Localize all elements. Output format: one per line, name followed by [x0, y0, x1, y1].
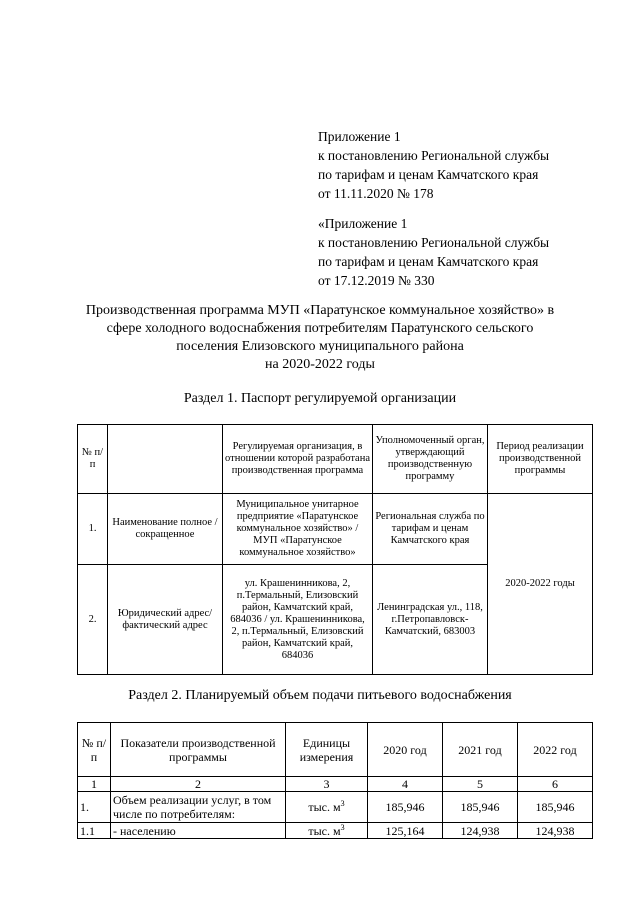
column-number: 4 [368, 777, 443, 792]
row-num: 1. [78, 494, 108, 565]
appendix-line: от 11.11.2020 № 178 [318, 186, 434, 201]
column-number: 6 [518, 777, 593, 792]
header-indicator: Показатели производственной программы [111, 723, 286, 777]
unit-text: тыс. м [308, 800, 341, 814]
row-label: Наименование полное / сокращенное [108, 494, 223, 565]
organization-address: ул. Крашенинникова, 2, п.Термальный, Елизовский район, Камчатский край, 684036 / ул. Крашенинникова, 2, п.Термальный, Елизовский район, Камчатский край, 684036 [223, 565, 373, 675]
title-line: на 2020-2022 годы [265, 357, 375, 372]
value-2022: 185,946 [518, 792, 593, 823]
header-num: № п/п [78, 425, 108, 494]
header-organization: Регулируемая организация, в отношении которой разработана производственная программа [223, 425, 373, 494]
table-row [78, 792, 593, 823]
appendix-line: «Приложение 1 [318, 216, 408, 231]
title-line: Производственная программа МУП «Паратунское коммунальное хозяйство» в [85, 303, 555, 318]
row-indicator: - населению [111, 823, 286, 839]
row-label: Юридический адрес/фактический адрес [108, 565, 223, 675]
row-num: 1. [78, 792, 111, 823]
table-header-row [78, 425, 593, 494]
table-row [78, 823, 593, 839]
row-unit [286, 823, 368, 839]
section-2-heading: Раздел 2. Планируемый объем подачи питьевого водоснабжения [128, 688, 512, 703]
header-authority: Уполномоченный орган, утверждающий производственную программу [373, 425, 488, 494]
appendix-line: по тарифам и ценам Камчатского края [318, 167, 539, 182]
table-header-row [78, 723, 593, 777]
authority-name: Региональная служба по тарифам и ценам Камчатского края [373, 494, 488, 565]
appendix-line: к постановлению Региональной службы [318, 148, 550, 163]
volume-table [77, 722, 593, 839]
value-2022: 124,938 [518, 823, 593, 839]
appendix-line: от 17.12.2019 № 330 [318, 273, 435, 288]
unit-superscript: 3 [340, 799, 345, 808]
title-line: сфере холодного водоснабжения потребителям Паратунского сельского [106, 321, 534, 336]
header-empty [108, 425, 223, 494]
column-number: 5 [443, 777, 518, 792]
column-number: 3 [286, 777, 368, 792]
header-unit: Единицы измерения [286, 723, 368, 777]
value-2021: 185,946 [443, 792, 518, 823]
passport-table [77, 424, 593, 675]
section-1-heading: Раздел 1. Паспорт регулируемой организации [183, 391, 457, 406]
row-num: 2. [78, 565, 108, 675]
header-year-2022: 2022 год [518, 723, 593, 777]
organization-name: Муниципальное унитарное предприятие «Паратунское коммунальное хозяйство» / МУП «Паратунское коммунальное хозяйство» [223, 494, 373, 565]
document-title [60, 302, 580, 374]
row-unit [286, 792, 368, 823]
unit-superscript: 3 [340, 822, 345, 832]
appendix-line: к постановлению Региональной службы [318, 235, 550, 250]
value-2020: 125,164 [368, 823, 443, 839]
header-year-2020: 2020 год [368, 723, 443, 777]
column-number: 1 [78, 777, 111, 792]
program-period: 2020-2022 годы [488, 494, 593, 675]
authority-address: Ленинградская ул., 118, г.Петропавловск-Камчатский, 683003 [373, 565, 488, 675]
unit-text: тыс. м [308, 823, 341, 838]
value-2020: 185,946 [368, 792, 443, 823]
appendix-line: Приложение 1 [318, 129, 401, 144]
row-indicator: Объем реализации услуг, в том числе по потребителям: [111, 792, 286, 823]
header-num: № п/п [78, 723, 111, 777]
header-year-2021: 2021 год [443, 723, 518, 777]
appendix-original-reference [318, 214, 549, 290]
column-number: 2 [111, 777, 286, 792]
title-line: поселения Елизовского муниципального района [176, 339, 464, 354]
row-num: 1.1 [78, 823, 111, 839]
appendix-current-reference [318, 127, 549, 203]
appendix-line: по тарифам и ценам Камчатского края [318, 254, 539, 269]
value-2021: 124,938 [443, 823, 518, 839]
header-period: Период реализации производственной программы [488, 425, 593, 494]
table-row [78, 494, 593, 565]
column-number-row [78, 777, 593, 792]
